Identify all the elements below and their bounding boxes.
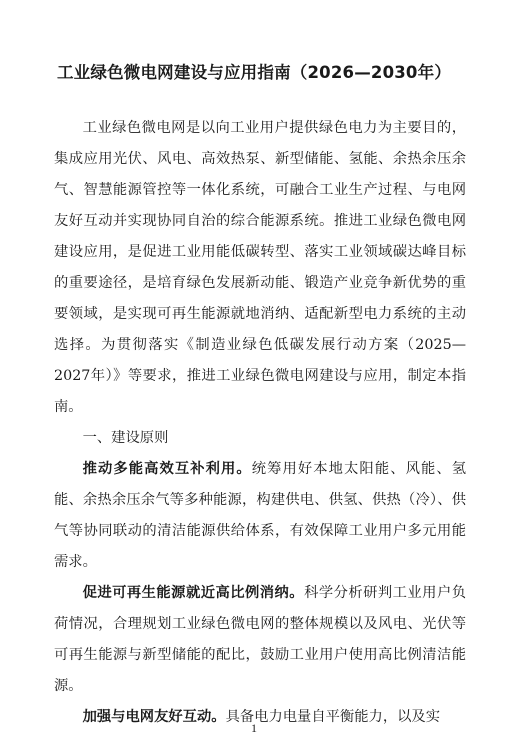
principle-text-3: 具备电力电量自平衡能力，以及实 <box>225 709 441 725</box>
section-heading: 一、建设原则 <box>82 430 169 446</box>
principle-text-2: 科学分析研判工业用户负荷情况，合理规划工业绿色微电网的整体规模以及风电、光伏等可再生能源与新型储能的配比，鼓励工业用户使用高比例清洁能源。 <box>54 585 467 694</box>
page-number: 1 <box>251 721 257 735</box>
document-title: 工业绿色微电网建设与应用指南（2026—2030年） <box>56 63 452 82</box>
intro-paragraph: 工业绿色微电网是以向工业用户提供绿色电力为主要目的，集成应用光伏、风电、高效热泵、新型储能、氢能、余热余压余气、智慧能源管控等一体化系统，可融合工业生产过程、与电网友好互动并实现协同自治的综合能源系统。推进工业绿色微电网建设应用，是促进工业用能低碳转型、落实工业领域碳达峰目标的重要途径，是培育绿色发展新动能、锻造产业竞争新优势的重要领域，是实现可再生能源就地消纳、适配新型电力系统的主动选择。为贯彻落实《制造业绿色低碳发展行动方案（2025—2027年）》等要求，推进工业绿色微电网建设与应用，制定本指南。 <box>54 120 466 415</box>
principle-lead-1: 推动多能高效互补利用。 <box>82 461 252 477</box>
principle-lead-2: 促进可再生能源就近高比例消纳。 <box>82 585 305 601</box>
document-body <box>54 113 466 733</box>
principle-paragraph-1 <box>54 454 466 578</box>
principle-text-1: 统筹用好本地太阳能、风能、氢能、余热余压余气等多种能源，构建供电、供氢、供热（冷）、供气等协同联动的清洁能源供给体系，有效保障工业用户多元用能需求。 <box>54 461 467 570</box>
principle-lead-3: 加强与电网友好互动。 <box>82 709 226 725</box>
principle-paragraph-2 <box>54 578 466 702</box>
